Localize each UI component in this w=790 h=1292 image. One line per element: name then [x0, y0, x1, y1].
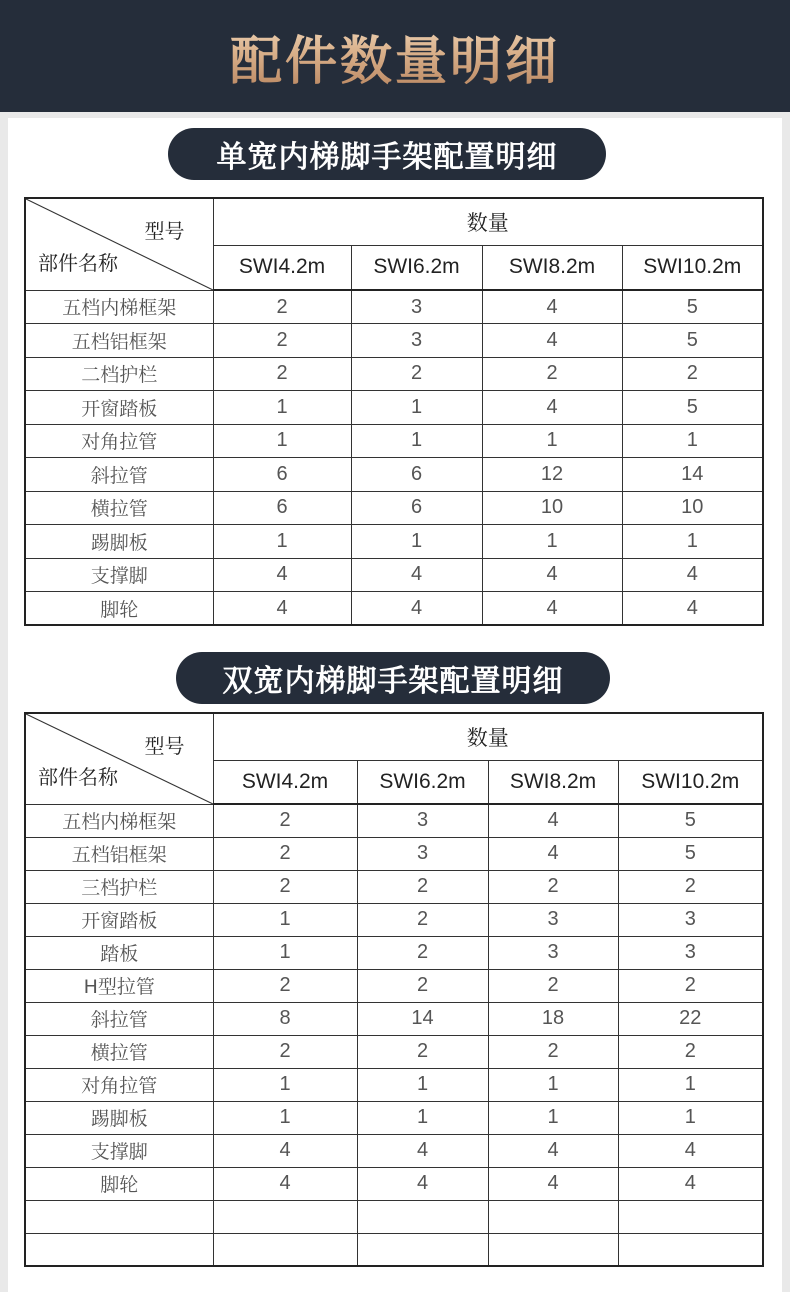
empty-cell: [213, 1233, 357, 1266]
quantity-cell: 5: [618, 804, 763, 837]
quantity-cell: 2: [622, 357, 763, 391]
quantity-cell: 4: [213, 558, 351, 592]
quantity-cell: 4: [488, 837, 618, 870]
quantity-cell: 2: [351, 357, 482, 391]
quantity-cell: 1: [357, 1068, 488, 1101]
quantity-cell: 4: [618, 1134, 763, 1167]
quantity-cell: 1: [622, 424, 763, 458]
empty-cell: [488, 1200, 618, 1233]
quantity-cell: 2: [213, 804, 357, 837]
quantity-cell: 4: [351, 558, 482, 592]
table-row: [25, 290, 763, 324]
config-table-single-width: [24, 197, 764, 626]
quantity-cell: 3: [618, 936, 763, 969]
quantity-cell: 1: [351, 424, 482, 458]
quantity-cell: 2: [357, 870, 488, 903]
table-row: [25, 837, 763, 870]
quantity-cell: 6: [213, 458, 351, 492]
quantity-cell: 3: [618, 903, 763, 936]
model-column-header: SWI10.2m: [618, 760, 763, 804]
quantity-cell: 4: [482, 558, 622, 592]
quantity-cell: 3: [351, 290, 482, 324]
quantity-cell: 22: [618, 1002, 763, 1035]
quantity-cell: 2: [357, 903, 488, 936]
quantity-cell: 4: [357, 1134, 488, 1167]
part-name-cell: H型拉管: [25, 969, 213, 1002]
model-header-label: 型号: [144, 734, 185, 758]
quantity-cell: 1: [618, 1101, 763, 1134]
table-row: [25, 1167, 763, 1200]
quantity-cell: 4: [351, 592, 482, 626]
quantity-cell: 1: [213, 1101, 357, 1134]
part-name-cell: 踢脚板: [25, 525, 213, 559]
config-table-double-width: [24, 712, 764, 1267]
part-name-cell: 五档内梯框架: [25, 804, 213, 837]
quantity-cell: 5: [622, 324, 763, 358]
empty-cell: [25, 1233, 213, 1266]
part-name-cell: 对角拉管: [25, 424, 213, 458]
quantity-cell: 2: [618, 870, 763, 903]
quantity-cell: 10: [482, 491, 622, 525]
part-name-cell: 五档铝框架: [25, 837, 213, 870]
quantity-cell: 18: [488, 1002, 618, 1035]
table-row: [25, 391, 763, 425]
empty-cell: [618, 1200, 763, 1233]
quantity-cell: 1: [213, 903, 357, 936]
quantity-cell: 2: [213, 837, 357, 870]
quantity-cell: 2: [618, 1035, 763, 1068]
model-column-header: SWI8.2m: [488, 760, 618, 804]
table-row: [25, 903, 763, 936]
table-row: [25, 870, 763, 903]
quantity-cell: 2: [213, 969, 357, 1002]
quantity-cell: 6: [351, 458, 482, 492]
table-row: [25, 969, 763, 1002]
table-row: [25, 936, 763, 969]
quantity-cell: 2: [213, 870, 357, 903]
empty-row: [25, 1233, 763, 1266]
quantity-cell: 3: [488, 903, 618, 936]
quantity-cell: 2: [488, 870, 618, 903]
quantity-cell: 6: [213, 491, 351, 525]
quantity-cell: 1: [213, 1068, 357, 1101]
empty-cell: [25, 1200, 213, 1233]
quantity-cell: 4: [488, 1134, 618, 1167]
model-column-header: SWI6.2m: [357, 760, 488, 804]
quantity-cell: 2: [357, 1035, 488, 1068]
quantity-cell: 1: [351, 525, 482, 559]
quantity-cell: 3: [357, 804, 488, 837]
model-column-header: SWI4.2m: [213, 760, 357, 804]
quantity-cell: 1: [213, 391, 351, 425]
table-row: [25, 1068, 763, 1101]
model-header-label: 型号: [144, 219, 185, 243]
quantity-cell: 3: [357, 837, 488, 870]
part-name-header-label: 部件名称: [38, 764, 118, 789]
page-title: 配件数量明细: [230, 19, 560, 94]
quantity-cell: 4: [482, 592, 622, 626]
empty-cell: [488, 1233, 618, 1266]
quantity-cell: 4: [482, 324, 622, 358]
quantity-cell: 1: [351, 391, 482, 425]
section-title-text: 双宽内梯脚手架配置明细: [222, 664, 564, 699]
section-title-single-width: [168, 128, 606, 180]
table-body: [25, 804, 763, 1266]
quantity-cell: 2: [488, 969, 618, 1002]
part-name-cell: 二档护栏: [25, 357, 213, 391]
quantity-cell: 4: [213, 1134, 357, 1167]
quantity-cell: 1: [488, 1101, 618, 1134]
quantity-cell: 4: [357, 1167, 488, 1200]
part-name-cell: 斜拉管: [25, 1002, 213, 1035]
quantity-cell: 2: [618, 969, 763, 1002]
part-name-cell: 开窗踏板: [25, 903, 213, 936]
quantity-cell: 6: [351, 491, 482, 525]
empty-cell: [357, 1233, 488, 1266]
quantity-cell: 4: [488, 1167, 618, 1200]
part-name-cell: 斜拉管: [25, 458, 213, 492]
quantity-cell: 4: [622, 592, 763, 626]
table-row: [25, 525, 763, 559]
quantity-cell: 5: [618, 837, 763, 870]
part-name-cell: 脚轮: [25, 1167, 213, 1200]
part-name-cell: 支撑脚: [25, 1134, 213, 1167]
quantity-cell: 1: [213, 424, 351, 458]
quantity-cell: 4: [618, 1167, 763, 1200]
quantity-cell: 2: [482, 357, 622, 391]
part-name-cell: 对角拉管: [25, 1068, 213, 1101]
quantity-header: 数量: [213, 713, 763, 760]
quantity-cell: 5: [622, 290, 763, 324]
part-name-header-label: 部件名称: [38, 250, 118, 275]
table-row: [25, 424, 763, 458]
header-banner: [0, 0, 790, 112]
quantity-cell: 4: [213, 592, 351, 626]
quantity-cell: 3: [488, 936, 618, 969]
quantity-cell: 1: [622, 525, 763, 559]
table-row: [25, 357, 763, 391]
section-title-text: 单宽内梯脚手架配置明细: [216, 140, 558, 175]
part-name-cell: 踢脚板: [25, 1101, 213, 1134]
table-row: [25, 1101, 763, 1134]
table-row: [25, 458, 763, 492]
table-row: [25, 1134, 763, 1167]
quantity-cell: 1: [482, 424, 622, 458]
part-name-cell: 支撑脚: [25, 558, 213, 592]
header-diagonal-cell: [25, 198, 213, 290]
quantity-cell: 1: [488, 1068, 618, 1101]
table-row: [25, 491, 763, 525]
quantity-header: 数量: [213, 198, 763, 245]
quantity-cell: 4: [488, 804, 618, 837]
quantity-cell: 2: [213, 324, 351, 358]
part-name-cell: 五档内梯框架: [25, 290, 213, 324]
quantity-cell: 1: [618, 1068, 763, 1101]
part-name-cell: 三档护栏: [25, 870, 213, 903]
quantity-cell: 14: [357, 1002, 488, 1035]
quantity-cell: 3: [351, 324, 482, 358]
empty-cell: [618, 1233, 763, 1266]
model-column-header: SWI6.2m: [351, 245, 482, 290]
quantity-cell: 2: [213, 290, 351, 324]
quantity-cell: 2: [213, 1035, 357, 1068]
part-name-cell: 开窗踏板: [25, 391, 213, 425]
quantity-cell: 2: [357, 969, 488, 1002]
part-name-cell: 踏板: [25, 936, 213, 969]
quantity-cell: 2: [488, 1035, 618, 1068]
table-row: [25, 1035, 763, 1068]
quantity-cell: 1: [213, 525, 351, 559]
part-name-cell: 横拉管: [25, 491, 213, 525]
quantity-cell: 12: [482, 458, 622, 492]
header-diagonal-cell: [25, 713, 213, 804]
quantity-cell: 4: [482, 391, 622, 425]
part-name-cell: 五档铝框架: [25, 324, 213, 358]
quantity-cell: 1: [357, 1101, 488, 1134]
table-row: [25, 324, 763, 358]
quantity-cell: 2: [357, 936, 488, 969]
empty-row: [25, 1200, 763, 1233]
table-row: [25, 804, 763, 837]
table-row: [25, 1002, 763, 1035]
quantity-cell: 5: [622, 391, 763, 425]
quantity-cell: 4: [482, 290, 622, 324]
table-body: [25, 290, 763, 625]
quantity-cell: 4: [622, 558, 763, 592]
table-row: [25, 558, 763, 592]
quantity-cell: 10: [622, 491, 763, 525]
quantity-cell: 14: [622, 458, 763, 492]
part-name-cell: 脚轮: [25, 592, 213, 626]
quantity-cell: 8: [213, 1002, 357, 1035]
quantity-cell: 1: [213, 936, 357, 969]
model-column-header: SWI8.2m: [482, 245, 622, 290]
quantity-cell: 1: [482, 525, 622, 559]
empty-cell: [213, 1200, 357, 1233]
quantity-cell: 4: [213, 1167, 357, 1200]
table-row: [25, 592, 763, 626]
empty-cell: [357, 1200, 488, 1233]
model-column-header: SWI4.2m: [213, 245, 351, 290]
quantity-cell: 2: [213, 357, 351, 391]
part-name-cell: 横拉管: [25, 1035, 213, 1068]
model-column-header: SWI10.2m: [622, 245, 763, 290]
section-title-double-width: [176, 652, 610, 704]
